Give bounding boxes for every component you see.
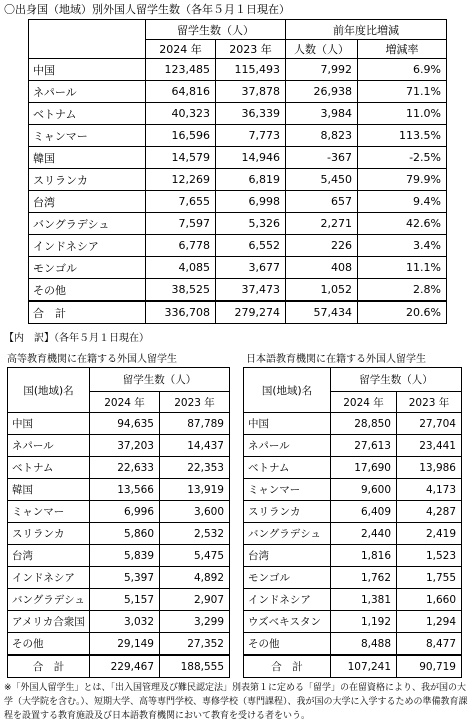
count-2024: 6,996 [90, 501, 160, 523]
country-name: ベトナム [244, 457, 331, 479]
country-name: 韓国 [29, 147, 146, 169]
country-name: モンゴル [29, 257, 146, 279]
count-2023: 1,523 [397, 545, 462, 567]
country-name: ネパール [244, 435, 331, 457]
country-name: その他 [29, 279, 146, 302]
count-2024: 16,596 [146, 125, 216, 147]
count-2023: 4,892 [160, 567, 230, 589]
country-name: ミャンマー [29, 125, 146, 147]
main-header-2023: 2023 年 [216, 40, 286, 59]
count-2023: 87,789 [160, 413, 230, 435]
table-row [8, 501, 230, 523]
count-2023: 2,907 [160, 589, 230, 611]
count-2024: 40,323 [146, 103, 216, 125]
count-diff: 5,450 [286, 169, 358, 191]
count-2023: 14,946 [216, 147, 286, 169]
country-name: ネパール [8, 435, 90, 457]
table-row [244, 413, 462, 435]
count-2024: 37,203 [90, 435, 160, 457]
main-table [28, 19, 447, 324]
count-2023: 7,773 [216, 125, 286, 147]
count-2024: 123,485 [146, 59, 216, 81]
count-2024: 5,839 [90, 545, 160, 567]
total-2024: 336,708 [146, 301, 216, 324]
count-2023: 22,353 [160, 457, 230, 479]
count-2024: 4,085 [146, 257, 216, 279]
country-name: ミャンマー [8, 501, 90, 523]
table-row [8, 479, 230, 501]
count-2024: 5,860 [90, 523, 160, 545]
count-2024: 2,440 [331, 523, 397, 545]
count-2024: 14,579 [146, 147, 216, 169]
main-header-rate: 増減率 [358, 40, 447, 59]
table-row [244, 457, 462, 479]
country-name: その他 [244, 633, 331, 656]
total-row [29, 301, 447, 324]
table-row [8, 611, 230, 633]
total-2023: 279,274 [216, 301, 286, 324]
total-row [244, 655, 462, 678]
count-2024: 7,655 [146, 191, 216, 213]
change-rate: 9.4% [358, 191, 447, 213]
table-row [29, 59, 447, 81]
table-row [244, 567, 462, 589]
table-row [29, 125, 447, 147]
count-2023: 2,419 [397, 523, 462, 545]
count-2023: 37,473 [216, 279, 286, 302]
count-2023: 1,660 [397, 589, 462, 611]
table-row [8, 589, 230, 611]
total-label: 合 計 [29, 301, 146, 324]
main-header-2024: 2024 年 [146, 40, 216, 59]
count-2024: 5,157 [90, 589, 160, 611]
table-row [29, 191, 447, 213]
country-name: バングラデシュ [244, 523, 331, 545]
count-diff: 8,823 [286, 125, 358, 147]
breakdown-label: 【内 訳】（各年５月１日現在） [4, 333, 149, 344]
count-2023: 37,878 [216, 81, 286, 103]
country-name: スリランカ [244, 501, 331, 523]
table-row [8, 523, 230, 545]
count-2024: 1,192 [331, 611, 397, 633]
count-diff: 26,938 [286, 81, 358, 103]
country-name: インドネシア [244, 589, 331, 611]
main-header-count: 人数（人） [286, 40, 358, 59]
japanese-lang-title: 日本語教育機関に在籍する外国人留学生 [246, 354, 426, 365]
total-row [8, 655, 230, 678]
higher-ed-table [7, 367, 230, 678]
change-rate: 113.5% [358, 125, 447, 147]
count-2023: 13,986 [397, 457, 462, 479]
higher-ed-header-2024: 2024 年 [90, 392, 160, 413]
country-name: ベトナム [8, 457, 90, 479]
count-2023: 36,339 [216, 103, 286, 125]
country-name: ウズベキスタン [244, 611, 331, 633]
country-name: 中国 [8, 413, 90, 435]
count-2024: 1,762 [331, 567, 397, 589]
country-name: 台湾 [29, 191, 146, 213]
table-row [8, 457, 230, 479]
total-2024: 229,467 [90, 655, 160, 678]
count-2024: 38,525 [146, 279, 216, 302]
table-row [29, 169, 447, 191]
change-rate: 79.9% [358, 169, 447, 191]
count-2024: 6,409 [331, 501, 397, 523]
main-header-blank [29, 20, 146, 59]
country-name: スリランカ [29, 169, 146, 191]
count-2023: 27,704 [397, 413, 462, 435]
main-header-student-count: 留学生数（人） [146, 20, 286, 40]
count-2023: 2,532 [160, 523, 230, 545]
count-2023: 3,600 [160, 501, 230, 523]
country-name: 中国 [244, 413, 331, 435]
change-rate: -2.5% [358, 147, 447, 169]
count-2024: 22,633 [90, 457, 160, 479]
country-name: 韓国 [8, 479, 90, 501]
table-row [244, 611, 462, 633]
change-rate: 11.1% [358, 257, 447, 279]
count-2023: 23,441 [397, 435, 462, 457]
table-row [8, 567, 230, 589]
total-label: 合 計 [8, 655, 90, 678]
count-2023: 3,677 [216, 257, 286, 279]
country-name: 中国 [29, 59, 146, 81]
count-2024: 8,488 [331, 633, 397, 656]
count-2023: 5,326 [216, 213, 286, 235]
count-2024: 1,381 [331, 589, 397, 611]
change-rate: 11.0% [358, 103, 447, 125]
table-row [244, 479, 462, 501]
country-name: ミャンマー [244, 479, 331, 501]
table-row [8, 633, 230, 656]
country-name: バングラデシュ [8, 589, 90, 611]
count-diff: 408 [286, 257, 358, 279]
table-row [29, 81, 447, 103]
count-2024: 3,032 [90, 611, 160, 633]
country-name: 台湾 [8, 545, 90, 567]
table-row [244, 523, 462, 545]
count-2023: 14,437 [160, 435, 230, 457]
count-2023: 13,919 [160, 479, 230, 501]
japanese-lang-header-2023: 2023 年 [397, 392, 462, 413]
total-2023: 90,719 [397, 655, 462, 678]
count-diff: 226 [286, 235, 358, 257]
count-2023: 6,819 [216, 169, 286, 191]
count-2023: 27,352 [160, 633, 230, 656]
count-2023: 1,755 [397, 567, 462, 589]
change-rate: 3.4% [358, 235, 447, 257]
table-row [244, 501, 462, 523]
table-row [8, 435, 230, 457]
count-2023: 6,552 [216, 235, 286, 257]
japanese-lang-table [243, 367, 462, 678]
table-row [29, 103, 447, 125]
table-row [29, 235, 447, 257]
table-row [29, 147, 447, 169]
table-row [29, 213, 447, 235]
count-2024: 28,850 [331, 413, 397, 435]
count-2024: 13,566 [90, 479, 160, 501]
count-2024: 29,149 [90, 633, 160, 656]
count-2024: 64,816 [146, 81, 216, 103]
count-2024: 94,635 [90, 413, 160, 435]
main-header-yoy-change: 前年度比増減 [286, 20, 447, 40]
total-2024: 107,241 [331, 655, 397, 678]
count-2023: 5,475 [160, 545, 230, 567]
japanese-lang-header-2024: 2024 年 [331, 392, 397, 413]
total-label: 合 計 [244, 655, 331, 678]
count-diff: -367 [286, 147, 358, 169]
change-rate: 2.8% [358, 279, 447, 302]
higher-ed-header-country: 国(地域)名 [8, 368, 90, 413]
country-name: ネパール [29, 81, 146, 103]
count-diff: 2,271 [286, 213, 358, 235]
count-2024: 27,613 [331, 435, 397, 457]
table-row [8, 413, 230, 435]
table-row [244, 435, 462, 457]
count-2023: 115,493 [216, 59, 286, 81]
higher-ed-header-count: 留学生数（人） [90, 368, 230, 392]
country-name: その他 [8, 633, 90, 656]
count-2023: 4,173 [397, 479, 462, 501]
count-diff: 1,052 [286, 279, 358, 302]
country-name: インドネシア [8, 567, 90, 589]
count-diff: 7,992 [286, 59, 358, 81]
count-2023: 1,294 [397, 611, 462, 633]
page-title: 〇出身国（地域）別外国人留学生数（各年５月１日現在） [4, 3, 290, 16]
table-row [8, 545, 230, 567]
count-2024: 1,816 [331, 545, 397, 567]
country-name: ベトナム [29, 103, 146, 125]
country-name: バングラデシュ [29, 213, 146, 235]
count-2024: 12,269 [146, 169, 216, 191]
table-row [29, 279, 447, 302]
table-row [244, 589, 462, 611]
count-2023: 6,998 [216, 191, 286, 213]
count-2023: 3,299 [160, 611, 230, 633]
higher-ed-header-2023: 2023 年 [160, 392, 230, 413]
change-rate: 6.9% [358, 59, 447, 81]
count-diff: 657 [286, 191, 358, 213]
count-2023: 8,477 [397, 633, 462, 656]
count-2024: 7,597 [146, 213, 216, 235]
change-rate: 42.6% [358, 213, 447, 235]
count-2024: 6,778 [146, 235, 216, 257]
total-rate: 20.6% [358, 301, 447, 324]
count-2024: 5,397 [90, 567, 160, 589]
country-name: アメリカ合衆国 [8, 611, 90, 633]
country-name: モンゴル [244, 567, 331, 589]
change-rate: 71.1% [358, 81, 447, 103]
table-row [244, 633, 462, 656]
total-diff: 57,434 [286, 301, 358, 324]
country-name: インドネシア [29, 235, 146, 257]
total-2023: 188,555 [160, 655, 230, 678]
higher-ed-title: 高等教育機関に在籍する外国人留学生 [7, 354, 177, 365]
count-2024: 17,690 [331, 457, 397, 479]
country-name: 台湾 [244, 545, 331, 567]
country-name: スリランカ [8, 523, 90, 545]
count-2023: 4,287 [397, 501, 462, 523]
table-row [244, 545, 462, 567]
table-row [29, 257, 447, 279]
footnote: ※「外国人留学生」とは、「出入国管理及び難民認定法」別表第１に定める「留学」の在留資格により、我が国の大学（大学院を含む。）、短期大学、高等専門学校、専修学校（専門課程）、我が国の大学に入学するための準備教育課程を設置する教育施設及び日本語教育機関において教育を受ける者をいう。 [4, 683, 468, 721]
japanese-lang-header-count: 留学生数（人） [331, 368, 462, 392]
japanese-lang-header-country: 国(地域)名 [244, 368, 331, 413]
count-2024: 9,600 [331, 479, 397, 501]
count-diff: 3,984 [286, 103, 358, 125]
